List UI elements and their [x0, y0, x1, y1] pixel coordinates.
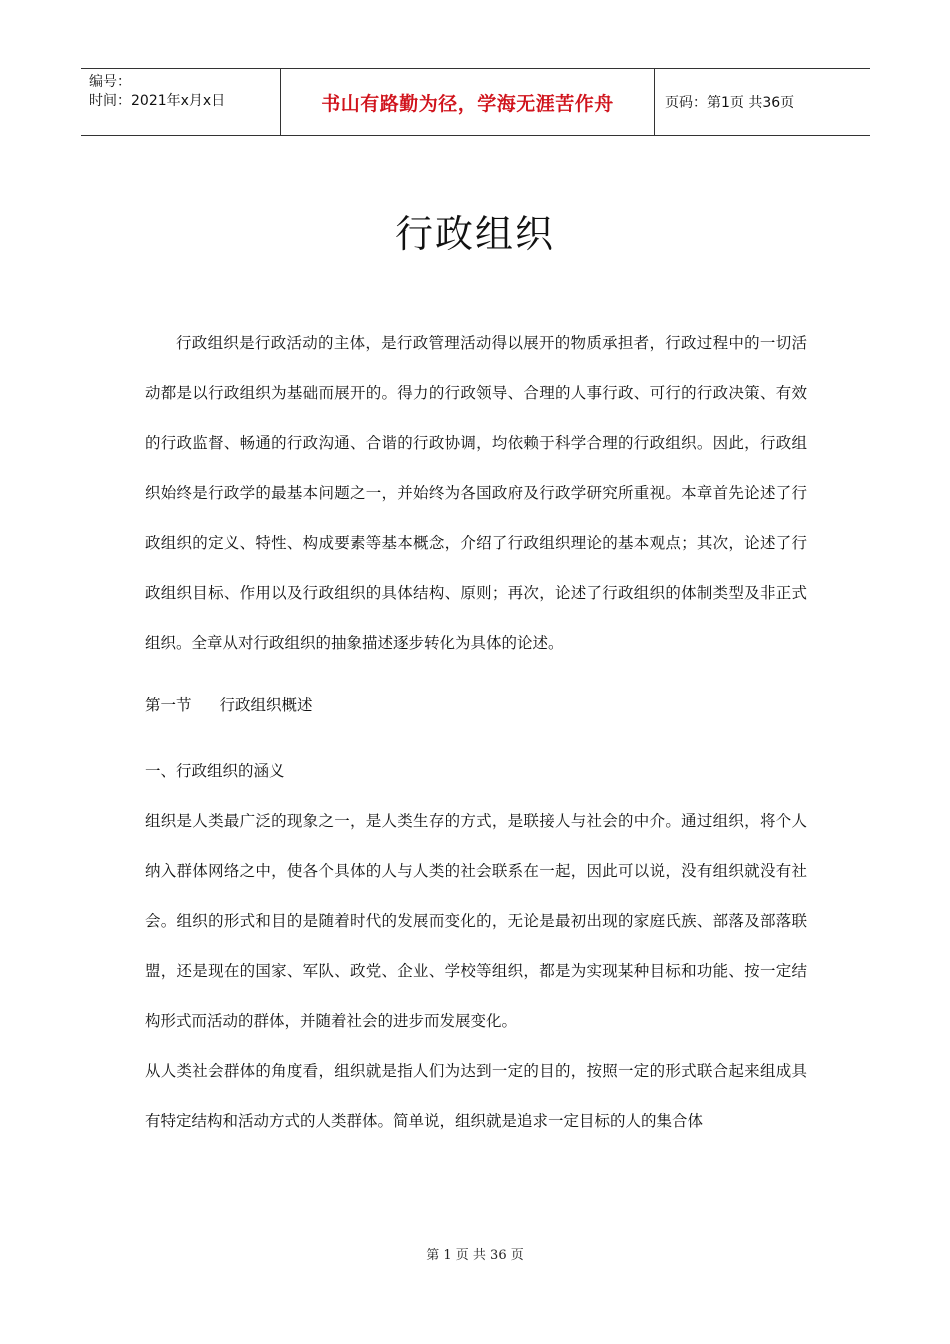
section-number: 第一节 [145, 696, 192, 714]
page-footer: 第 1 页 共 36 页 [426, 1248, 524, 1263]
subsection-heading: 一、行政组织的涵义 [145, 762, 285, 780]
header-page-info: 页码：第1页 共36页 [665, 95, 795, 111]
header-meta-cell [81, 69, 281, 135]
body-paragraph-2: 从人类社会群体的角度看，组织就是指人们为达到一定的目的，按照一定的形式联合起来组成具有特定结构和活动方式的人类群体。简单说，组织就是追求一定目标的人的集合体 [145, 1062, 807, 1130]
intro-paragraph: 行政组织是行政活动的主体，是行政管理活动得以展开的物质承担者，行政过程中的一切活动都是以行政组织为基础而展开的。得力的行政领导、合理的人事行政、可行的行政决策、有效的行政监督、畅通的行政沟通、合谐的行政协调，均依赖于科学合理的行政组织。因此，行政组织始终是行政学的最基本问题之一，并始终为各国政府及行政学研究所重视。本章首先论述了行政组织的定义、特性、构成要素等基本概念，介绍了行政组织理论的基本观点；其次，论述了行政组织目标、作用以及行政组织的具体结构、原则；再次，论述了行政组织的体制类型及非正式组织。全章从对行政组织的抽象描述逐步转化为具体的论述。 [145, 334, 807, 652]
body-paragraph-1: 组织是人类最广泛的现象之一，是人类生存的方式，是联接人与社会的中介。通过组织，将个人纳入群体网络之中，使各个具体的人与人类的社会联系在一起，因此可以说，没有组织就没有社会。组织的形式和目的是随着时代的发展而变化的，无论是最初出现的家庭氏族、部落及部落联盟，还是现在的国家、军队、政党、企业、学校等组织，都是为实现某种目标和功能、按一定结构形式而活动的群体，并随着社会的进步而发展变化。 [145, 812, 807, 1030]
document-number-label: 编号： [89, 74, 131, 90]
document-title: 行政组织 [394, 212, 555, 256]
section-heading [145, 680, 807, 730]
section-name: 行政组织概述 [219, 696, 313, 714]
header-table [81, 68, 870, 136]
document-body [145, 318, 807, 1146]
document-time-label: 时间：2021年x月x日 [89, 93, 226, 109]
header-motto: 书山有路勤为径，学海无涯苦作舟 [281, 69, 655, 135]
